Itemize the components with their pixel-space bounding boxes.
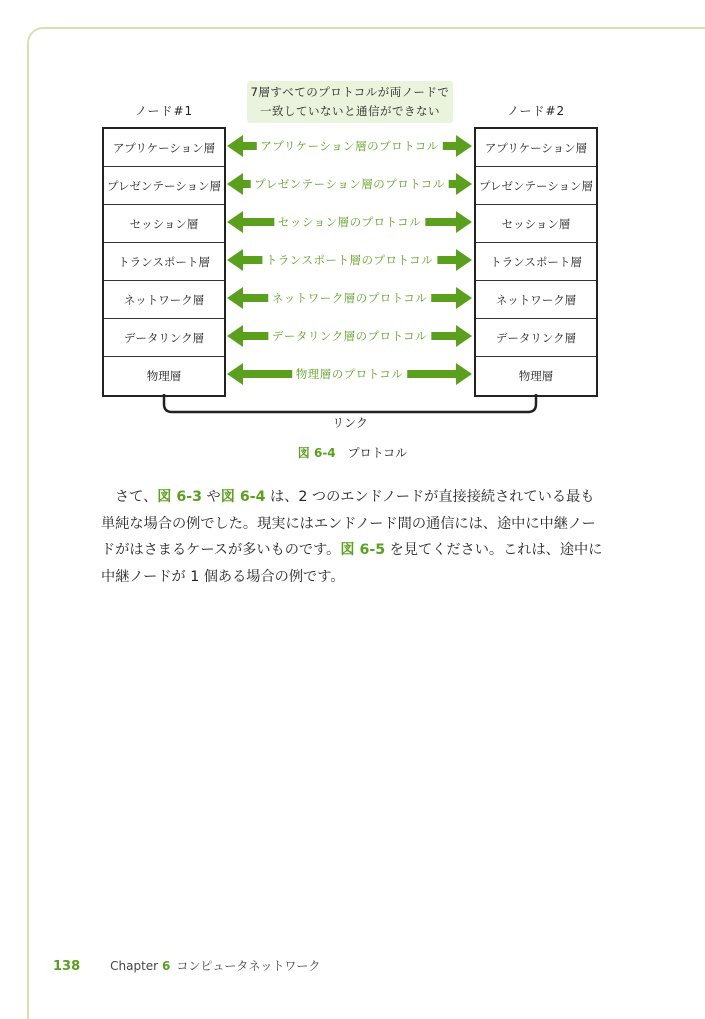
node2-layer: セッション層 [476,205,596,243]
paragraph [101,484,603,590]
figure-caption [0,444,705,461]
node2-layer: データリンク層 [476,319,596,357]
node2-layer: ネットワーク層 [476,281,596,319]
text-run: さて、 [115,489,158,505]
link-label: リンク [332,416,368,430]
node1-layer: データリンク層 [104,319,224,357]
protocol-label: 物理層のプロトコル [292,365,408,383]
figure-reference[interactable]: 図 6-3 [157,489,203,505]
node2-layer: 物理層 [518,369,554,383]
node1-label: ノード#1 [134,104,194,118]
protocol-label: ネットワーク層のプロトコル [268,289,432,307]
callout-line-2: 一致していないと通信ができない [260,104,440,118]
callout-box [247,81,453,123]
node2-layer: プレゼンテーション層 [476,167,596,205]
node1-layer: トランスポート層 [104,243,224,281]
protocol-arrow [227,135,472,157]
node2-label: ノード#2 [506,104,566,118]
chapter-prefix: Chapter [110,959,159,973]
figure-reference[interactable]: 図 6-5 [340,542,386,558]
chapter-title: コンピュータネットワーク [176,959,321,973]
protocol-arrow [227,173,472,195]
node1-layer: アプリケーション層 [104,129,224,167]
node2-layer: トランスポート層 [476,243,596,281]
node2-stack [474,127,598,397]
link-bracket [160,392,540,416]
text-run: や [202,489,221,505]
protocol-arrow [227,287,472,309]
figure-number: 図 6-4 [297,446,336,460]
protocol-arrow [227,211,472,233]
node1-layer: セッション層 [104,205,224,243]
node1-stack [102,127,226,397]
figure-title: プロトコル [347,446,408,460]
protocol-label: データリンク層のプロトコル [268,327,431,345]
page-footer [53,957,320,974]
node1-layer: ネットワーク層 [104,281,224,319]
body-text [101,484,603,590]
protocol-label: プレゼンテーション層のプロトコル [250,175,449,193]
text-run: を見てください。これは、途中に中継ノードが 1 個ある場合の例です。 [101,542,603,585]
node1-layer: 物理層 [146,369,182,383]
text-run: は、2 つのエンドノードが直接接続されている最も単純な場合の例でした。現実にはエンドノード間の通信には、途中に中継ノードがはさまるケースが多いものです。 [101,489,596,558]
protocol-label: アプリケーション層のプロトコル [256,137,442,155]
figure-reference[interactable]: 図 6-4 [220,489,266,505]
protocol-arrow [227,325,472,347]
protocol-arrow [227,363,472,385]
node2-layer: アプリケーション層 [476,129,596,167]
node1-layer: プレゼンテーション層 [104,167,224,205]
chapter-number: 6 [161,959,171,973]
page-number: 138 [53,959,81,974]
protocol-label: セッション層のプロトコル [274,213,425,231]
protocol-arrow [227,249,472,271]
protocol-label: トランスポート層のプロトコル [262,251,437,269]
callout-line-1: 7層すべてのプロトコルが両ノードで [250,85,450,99]
